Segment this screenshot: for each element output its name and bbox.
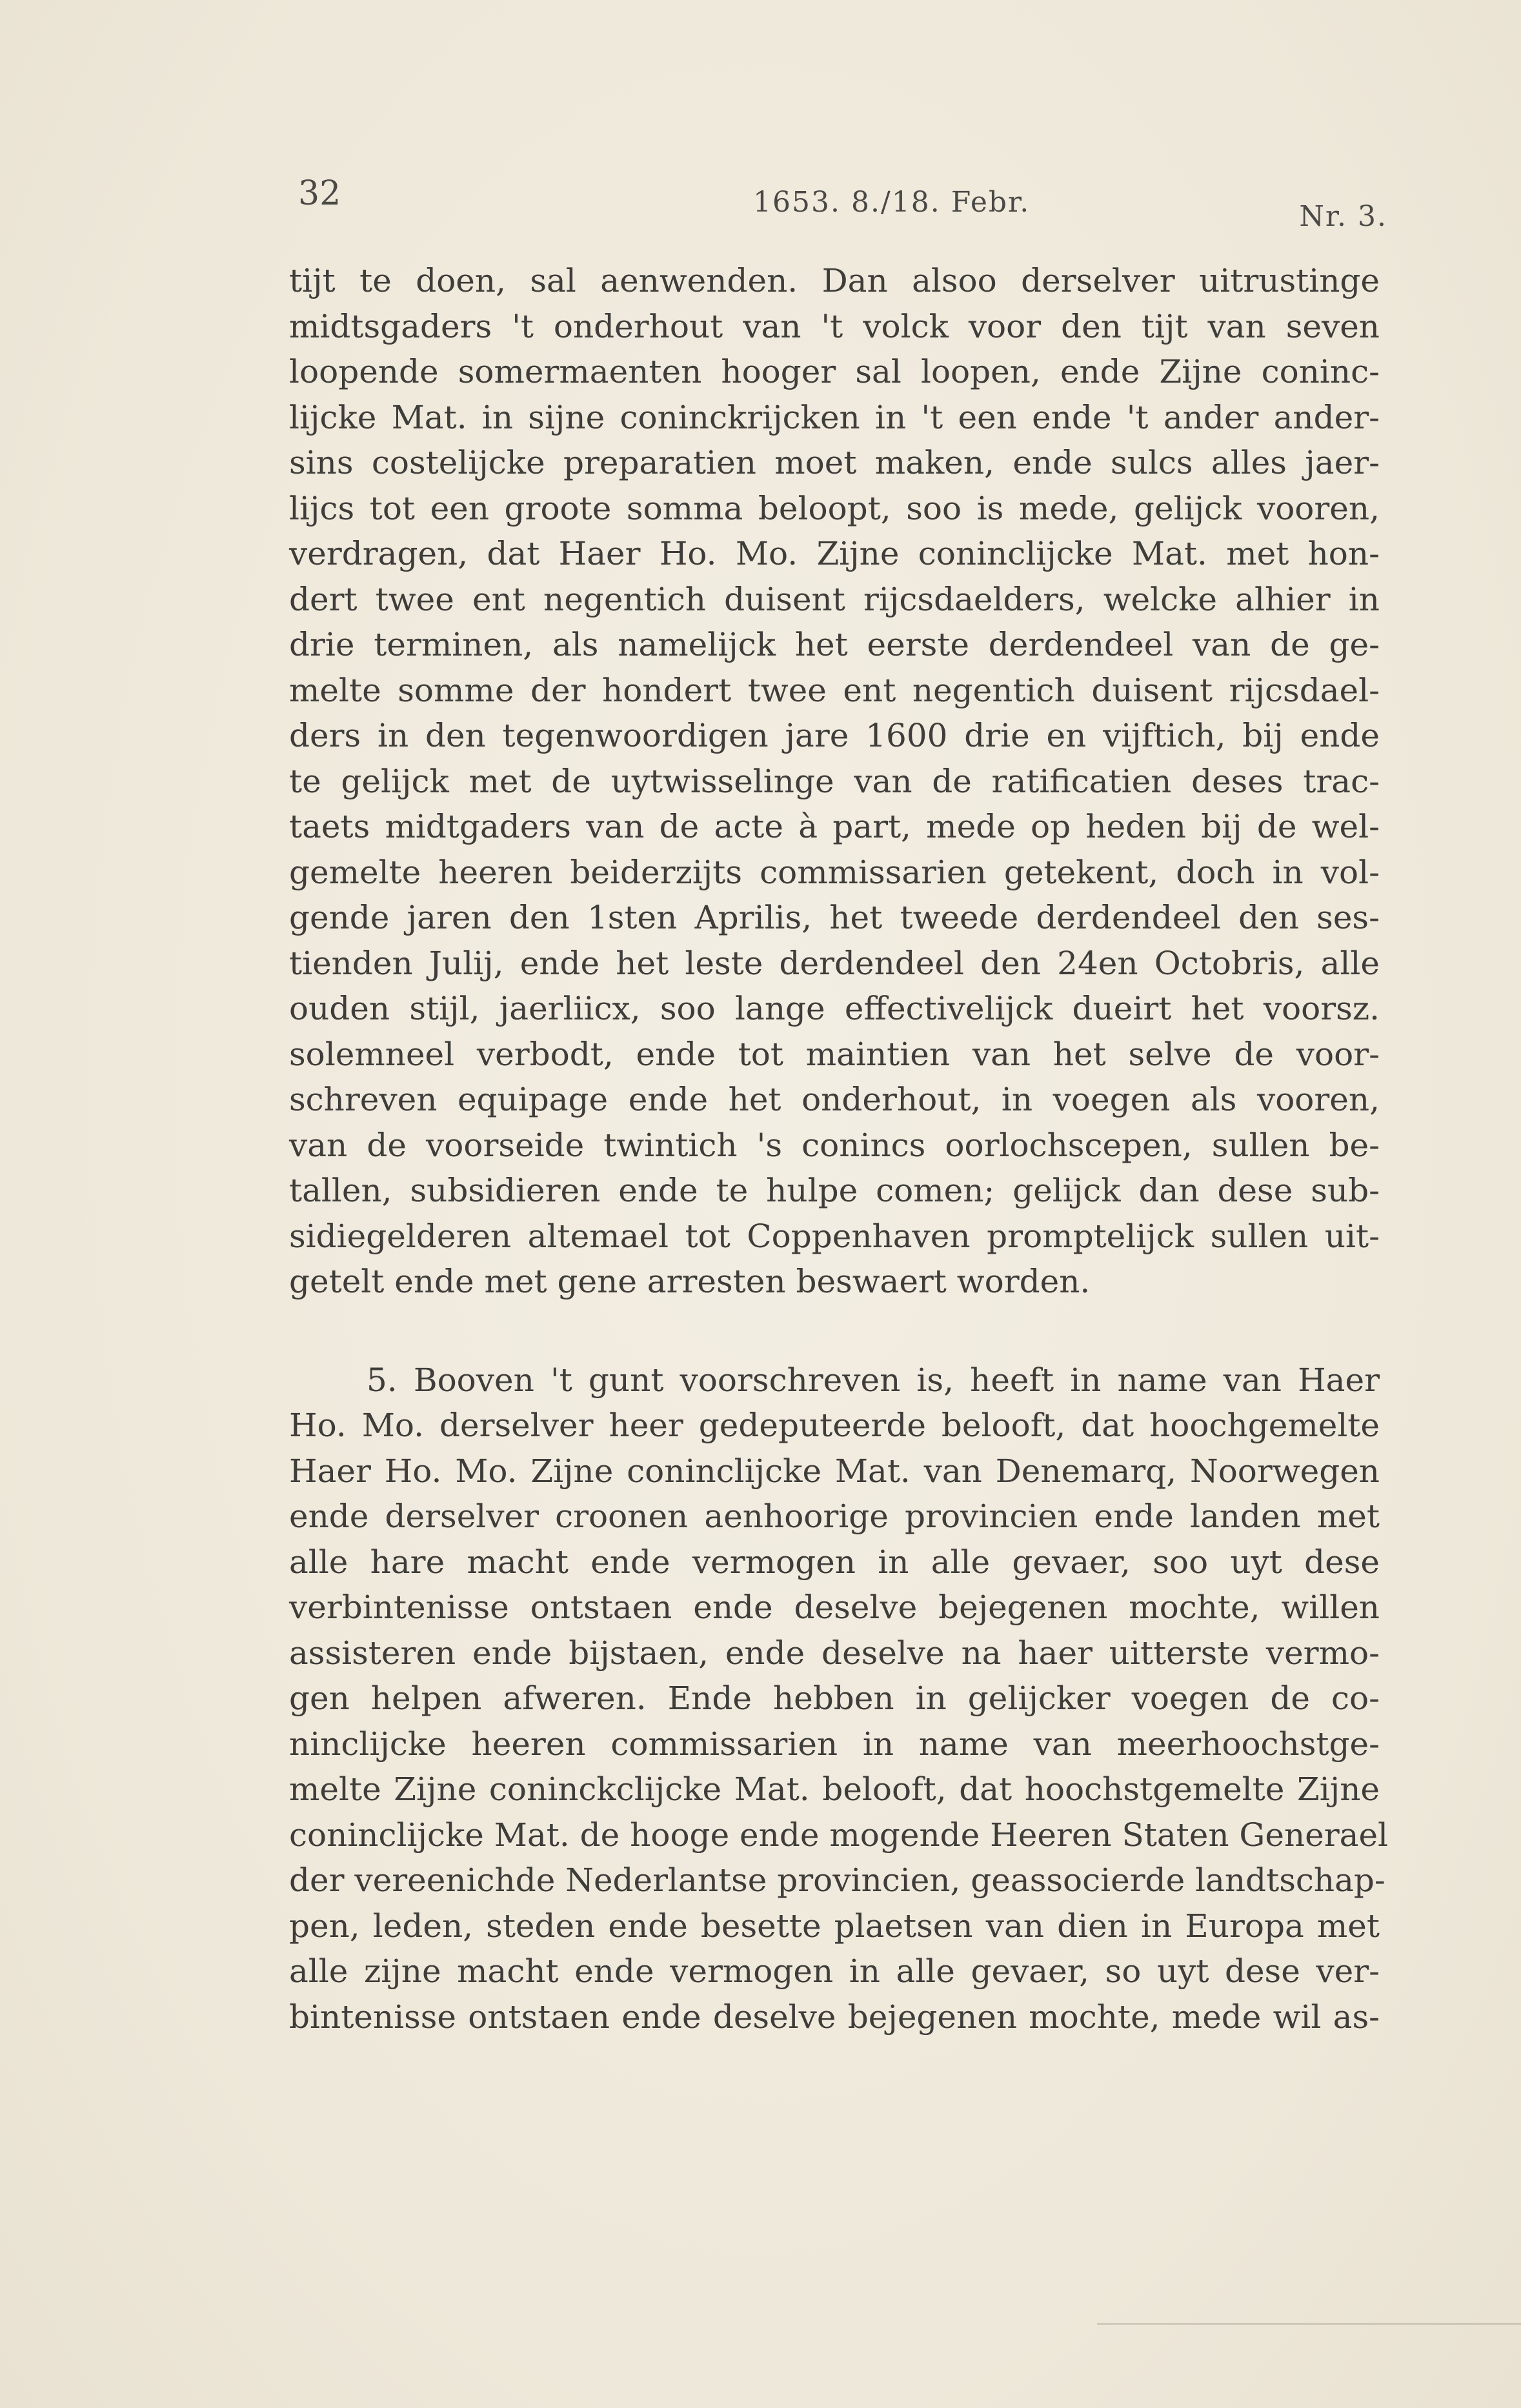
text-line: dert twee ent negentich duisent rijcsdaelders, welcke alhier in (289, 580, 1380, 618)
text-line: lijcs tot een groote somma beloopt, soo is mede, gelijck vooren, (289, 489, 1380, 527)
text-line: pen, leden, steden ende besette plaetsen van dien in Europa met (289, 1907, 1380, 1945)
text-line: drie terminen, als namelijck het eerste derdendeel van de ge- (289, 626, 1380, 663)
text-line: tienden Julij, ende het leste derdendeel den 24en Octobris, alle (289, 944, 1380, 982)
paragraph-1 (289, 258, 1380, 1305)
text-line: schreven equipage ende het onderhout, in voegen als vooren, (289, 1081, 1380, 1118)
text-line: assisteren ende bijstaen, ende deselve na haer uitterste vermo- (289, 1634, 1380, 1672)
text-line: van de voorseide twintich 's conincs oorlochscepen, sullen be- (289, 1126, 1380, 1164)
text-line: der vereenichde Nederlantse provincien, geassocierde landtschap- (289, 1861, 1385, 1899)
paragraph-2 (289, 1358, 1389, 2040)
text-line: lijcke Mat. in sijne coninckrijcken in 't een ende 't ander ander- (289, 398, 1380, 436)
page-number: 32 (298, 174, 341, 213)
page-header (298, 174, 1394, 233)
text-line: gende jaren den 1sten Aprilis, het tweede derdendeel den ses- (289, 899, 1380, 936)
text-line: alle zijne macht ende vermogen in alle gevaer, so uyt dese ver- (289, 1952, 1380, 1990)
text-line: tijt te doen, sal aenwenden. Dan alsoo derselver uitrustinge (289, 262, 1380, 299)
paragraph-gap (289, 1305, 1380, 1358)
text-line: ninclijcke heeren commissarien in name van meerhoochstge- (289, 1725, 1380, 1763)
text-line: getelt ende met gene arresten beswaert worden. (289, 1263, 1091, 1300)
text-line: loopende somermaenten hooger sal loopen, ende Zijne coninc- (289, 353, 1380, 390)
text-line: midtsgaders 't onderhout van 't volck voor den tijt van seven (289, 307, 1380, 345)
text-line: te gelijck met de uytwisselinge van de ratificatien deses trac- (289, 762, 1380, 800)
text-line: Ho. Mo. derselver heer gedeputeerde belooft, dat hoochgemelte (289, 1407, 1380, 1444)
running-head: 1653. 8./18. Febr. (753, 186, 1031, 219)
text-line: Haer Ho. Mo. Zijne coninclijcke Mat. van Denemarq, Noorwegen (289, 1452, 1380, 1490)
text-line: gen helpen afweren. Ende hebben in gelijcker voegen de co- (289, 1680, 1380, 1717)
text-line: ouden stijl, jaerliicx, soo lange effectivelijck dueirt het voorsz. (289, 990, 1380, 1027)
text-line: taets midtgaders van de acte à part, mede op heden bij de wel- (289, 808, 1380, 845)
text-line: ende derselver croonen aenhoorige provincien ende landen met (289, 1498, 1380, 1535)
text-line: alle hare macht ende vermogen in alle gevaer, soo uyt dese (289, 1543, 1380, 1581)
text-line: bintenisse ontstaen ende deselve bejegenen mochte, mede wil as- (289, 1998, 1380, 2036)
text-line: 5. Booven 't gunt voorschreven is, heeft in name van Haer (367, 1361, 1380, 1399)
document-number: Nr. 3. (1299, 200, 1387, 233)
page-edge-divider (1097, 2323, 1521, 2325)
text-line: tallen, subsidieren ende te hulpe comen; gelijck dan dese sub- (289, 1172, 1380, 1209)
body-text (289, 258, 1389, 2040)
text-line: verdragen, dat Haer Ho. Mo. Zijne coninclijcke Mat. met hon- (289, 535, 1380, 572)
text-line: solemneel verbodt, ende tot maintien van het selve de voor- (289, 1035, 1380, 1073)
text-line: sins costelijcke preparatien moet maken, ende sulcs alles jaer- (289, 444, 1380, 481)
text-line: sidiegelderen altemael tot Coppenhaven promptelijck sullen uit- (289, 1217, 1380, 1255)
text-line: ders in den tegenwoordigen jare 1600 drie en vijftich, bij ende (289, 717, 1380, 754)
text-line: coninclijcke Mat. de hooge ende mogende Heeren Staten Generael (289, 1816, 1389, 1854)
text-line: melte somme der hondert twee ent negentich duisent rijcsdael- (289, 671, 1380, 709)
text-line: gemelte heeren beiderzijts commissarien getekent, doch in vol- (289, 853, 1380, 891)
text-line: verbintenisse ontstaen ende deselve bejegenen mochte, willen (289, 1589, 1380, 1626)
text-line: melte Zijne coninckclijcke Mat. belooft, dat hoochstgemelte Zijne (289, 1771, 1380, 1808)
